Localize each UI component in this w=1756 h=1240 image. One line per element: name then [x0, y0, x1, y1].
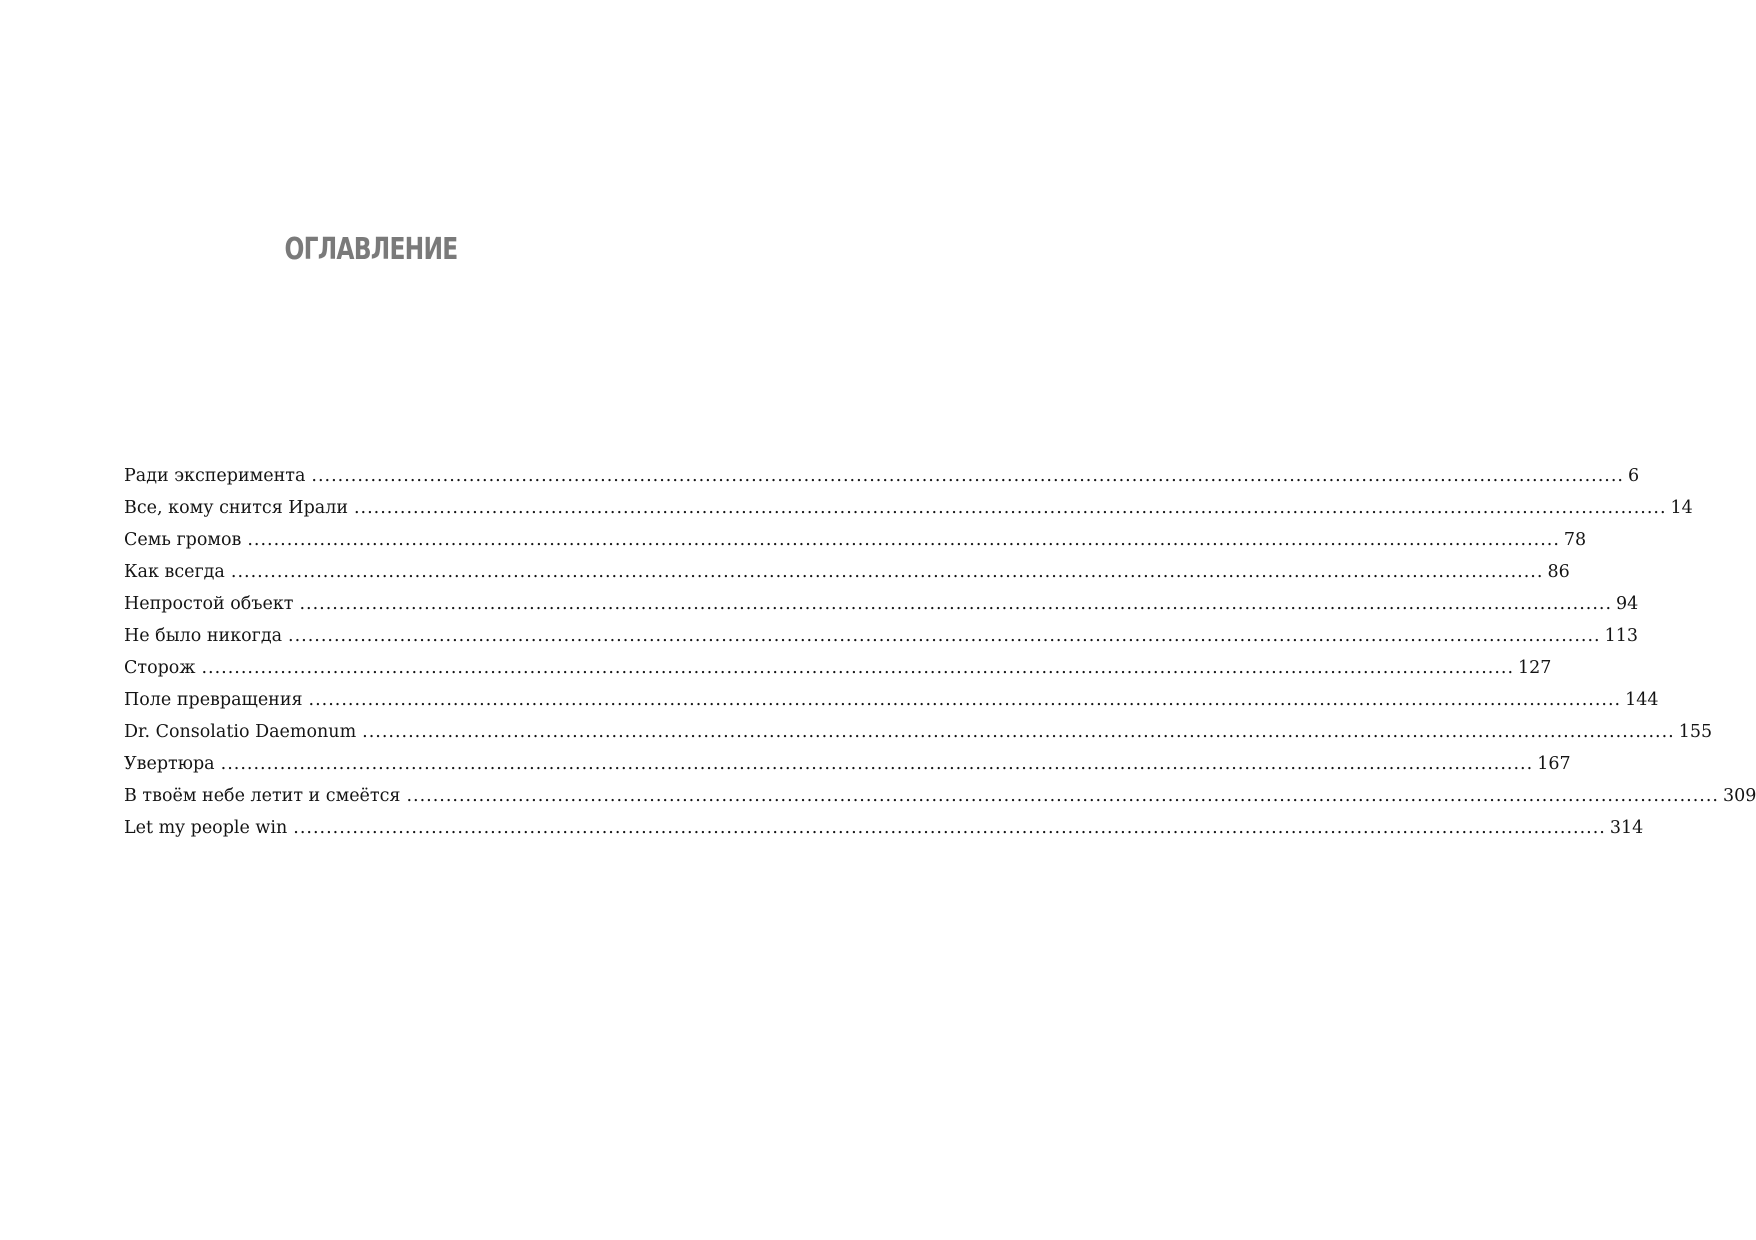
- toc-entry-page: 86: [1547, 562, 1570, 582]
- toc-entry-title: Сторож: [124, 658, 196, 678]
- toc-entry: [124, 818, 1644, 850]
- toc-entry-title: Dr. Consolatio Daemonum: [124, 722, 357, 742]
- toc-list: [124, 466, 1756, 850]
- toc-entry: [124, 722, 1713, 754]
- toc-entry-title: Все, кому снится Ирали: [124, 498, 348, 518]
- toc-entry-page: 14: [1670, 498, 1693, 518]
- toc-entry-page: 167: [1537, 754, 1571, 774]
- toc-entry: [124, 690, 1659, 722]
- toc-heading: ОГЛАВЛЕНИЕ: [284, 232, 458, 267]
- toc-entry-title: Let my people win: [124, 818, 288, 838]
- dot-leader: ........................................................................................................................................................................................................: [230, 562, 1544, 582]
- dot-leader: ........................................................................................................................................................................................................: [201, 658, 1515, 678]
- dot-leader: ........................................................................................................................................................................................................: [353, 498, 1667, 518]
- toc-entry: [124, 594, 1639, 626]
- toc-entry-title: Поле превращения: [124, 690, 303, 710]
- toc-entry-page: 144: [1625, 690, 1659, 710]
- dot-leader: ........................................................................................................................................................................................................: [362, 722, 1675, 742]
- dot-leader: ........................................................................................................................................................................................................: [406, 786, 1719, 806]
- toc-entry-page: 127: [1518, 658, 1552, 678]
- toc-entry: [124, 786, 1756, 818]
- toc-entry: [124, 754, 1571, 786]
- toc-entry-title: Ради эксперимента: [124, 466, 306, 486]
- dot-leader: ........................................................................................................................................................................................................: [293, 818, 1606, 838]
- toc-entry-title: Не было никогда: [124, 626, 283, 646]
- toc-entry-page: 78: [1563, 530, 1587, 550]
- toc-entry-page: 94: [1616, 594, 1639, 614]
- toc-entry: [124, 658, 1552, 690]
- dot-leader: ........................................................................................................................................................................................................: [308, 690, 1622, 710]
- toc-entry-page: 6: [1627, 466, 1640, 486]
- toc-entry-page: 309: [1723, 786, 1756, 806]
- dot-leader: ........................................................................................................................................................................................................: [311, 466, 1624, 486]
- toc-entry: [124, 498, 1693, 530]
- toc-entry-title: Увертюра: [124, 754, 215, 774]
- dot-leader: ........................................................................................................................................................................................................: [288, 626, 1601, 646]
- toc-entry-page: 314: [1609, 818, 1644, 838]
- toc-entry-title: Непростой объект: [124, 594, 294, 614]
- dot-leader: ........................................................................................................................................................................................................: [299, 594, 1613, 614]
- toc-entry-page: 155: [1678, 722, 1713, 742]
- dot-leader: ........................................................................................................................................................................................................: [247, 530, 1560, 550]
- toc-entry-title: Как всегда: [124, 562, 225, 582]
- toc-entry-page: 113: [1604, 626, 1639, 646]
- toc-entry-title: Семь громов: [124, 530, 242, 550]
- toc-entry: [124, 530, 1587, 562]
- dot-leader: ........................................................................................................................................................................................................: [220, 754, 1534, 774]
- toc-entry-title: В твоём небе летит и смеётся: [124, 786, 401, 806]
- toc-entry: [124, 562, 1570, 594]
- toc-entry: [124, 626, 1639, 658]
- toc-entry: [124, 466, 1640, 498]
